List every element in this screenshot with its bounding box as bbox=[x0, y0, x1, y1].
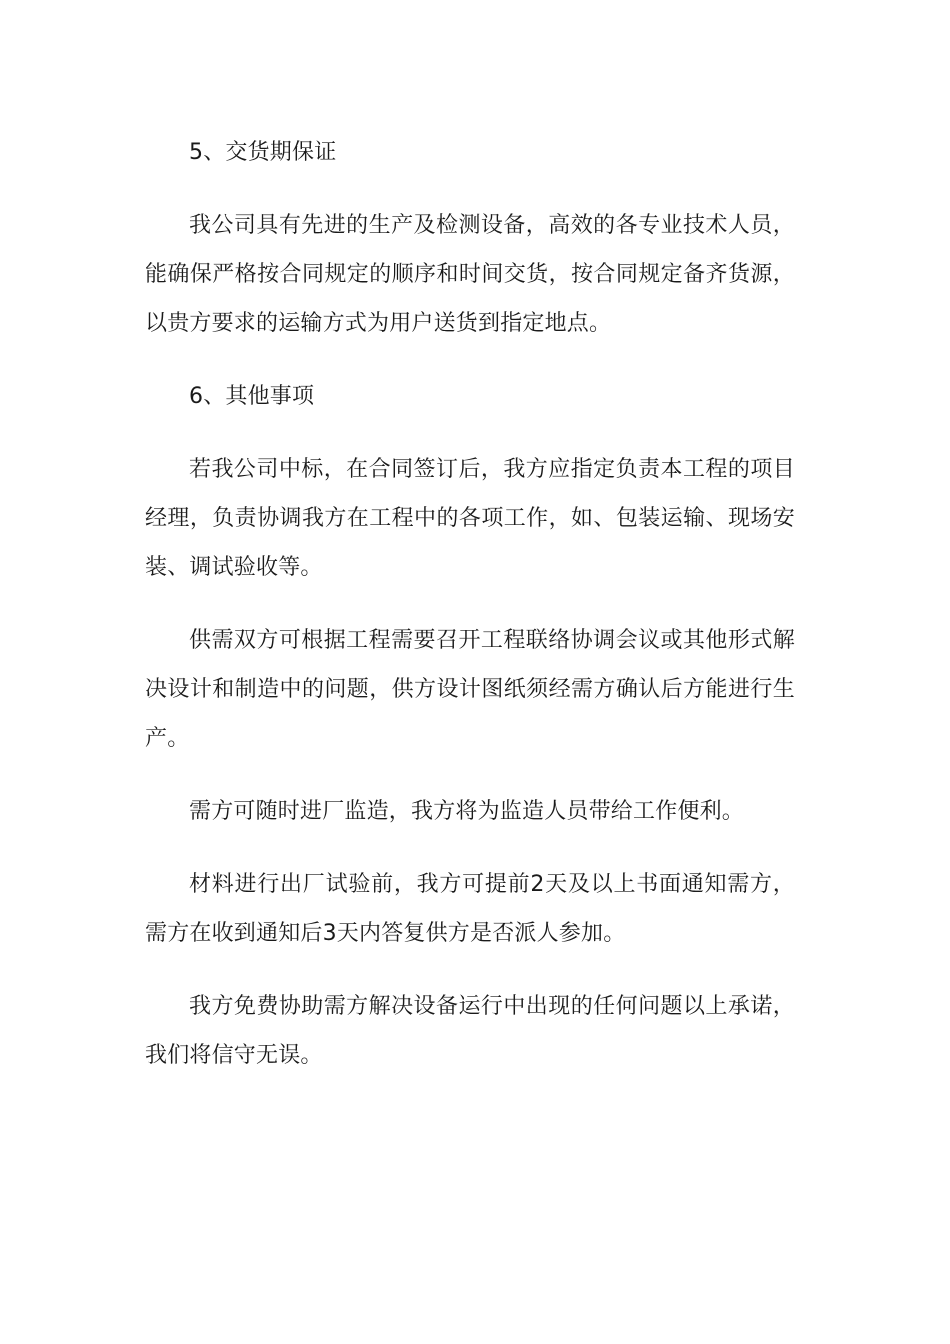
paragraph-delivery-guarantee: 我公司具有先进的生产及检测设备，高效的各专业技术人员，能确保严格按合同规定的顺序和时间交货，按合同规定备齐货源，以贵方要求的运输方式为用户送货到指定地点。 bbox=[145, 213, 795, 336]
paragraph-factory-test: 材料进行出厂试验前，我方可提前2天及以上书面通知需方，需方在收到通知后3天内答复供方是否派人参加。 bbox=[145, 872, 795, 946]
paragraph-project-manager: 若我公司中标，在合同签订后，我方应指定负责本工程的项目经理，负责协调我方在工程中的各项工作，如、包装运输、现场安装、调试验收等。 bbox=[145, 457, 795, 580]
section-heading-other-matters: 6、其他事项 bbox=[189, 384, 315, 409]
section-heading-delivery: 5、交货期保证 bbox=[189, 140, 337, 165]
document-body bbox=[145, 128, 795, 1104]
paragraph-coordination-meeting: 供需双方可根据工程需要召开工程联络协调会议或其他形式解决设计和制造中的问题，供方设计图纸须经需方确认后方能进行生产。 bbox=[145, 628, 795, 751]
paragraph-free-assistance: 我方免费协助需方解决设备运行中出现的任何问题以上承诺，我们将信守无误。 bbox=[145, 994, 795, 1068]
paragraph-supervision: 需方可随时进厂监造，我方将为监造人员带给工作便利。 bbox=[189, 799, 745, 824]
